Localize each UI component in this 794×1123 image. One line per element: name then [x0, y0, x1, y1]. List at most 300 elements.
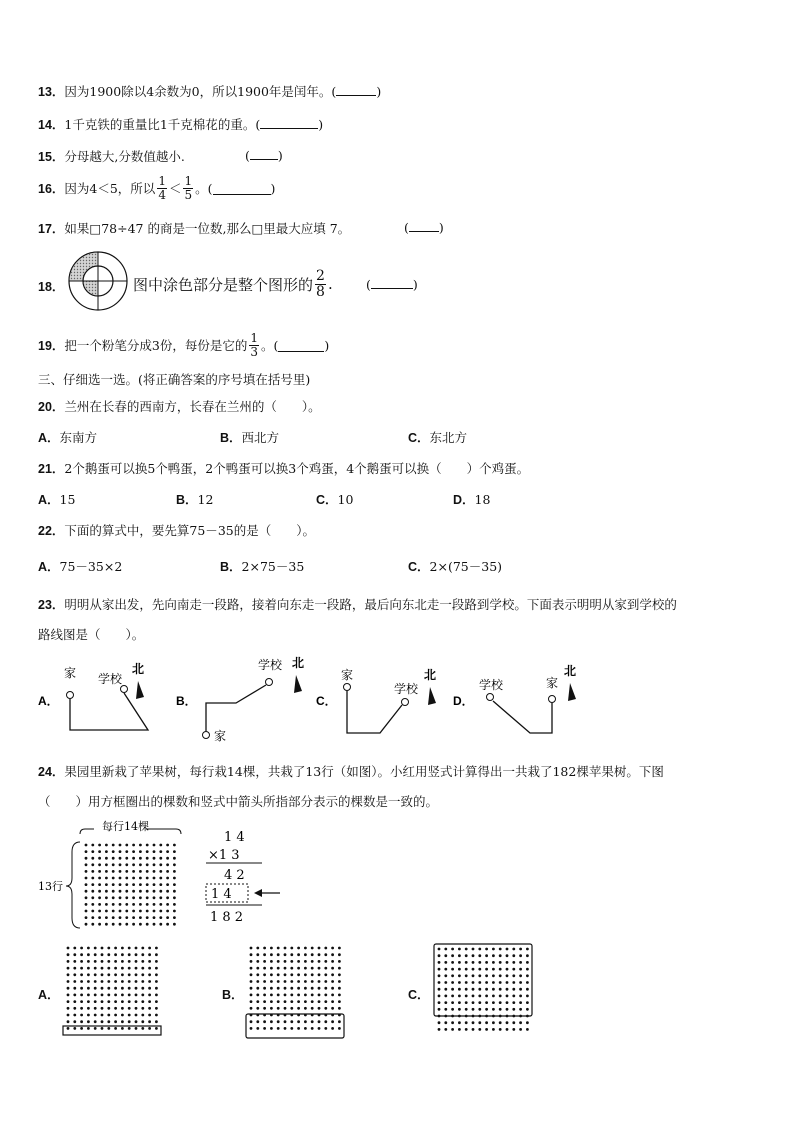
tree-dot	[297, 953, 300, 956]
option-c[interactable]: C．	[408, 988, 430, 1002]
tree-dot	[125, 910, 128, 913]
tree-dot	[297, 1020, 300, 1023]
tree-dot	[125, 923, 128, 926]
tree-dot	[465, 961, 468, 964]
tree-dot	[506, 995, 509, 998]
tree-dot	[112, 863, 115, 866]
tree-dot	[465, 954, 468, 957]
tree-dot	[438, 968, 441, 971]
tree-dot	[338, 1007, 341, 1010]
tree-dot	[451, 961, 454, 964]
school-label: 学校	[479, 678, 504, 692]
option-b[interactable]: B．	[222, 988, 244, 1002]
tree-dot	[166, 877, 169, 880]
tree-dot	[148, 994, 151, 997]
tree-dot	[105, 844, 108, 847]
tree-dot	[438, 974, 441, 977]
tree-dot	[159, 903, 162, 906]
tree-dot	[94, 1027, 97, 1030]
tree-dot	[98, 870, 101, 873]
tree-dot	[98, 896, 101, 899]
tree-dot	[73, 980, 76, 983]
tree-dot	[331, 1027, 334, 1030]
tree-dot	[311, 1007, 314, 1010]
tree-dot	[458, 988, 461, 991]
tree-dot	[101, 973, 104, 976]
option-b[interactable]: B．12	[176, 492, 214, 507]
tree-dot	[67, 953, 70, 956]
tree-dot	[125, 883, 128, 886]
option-d-label[interactable]: D．	[453, 694, 474, 708]
tree-dot	[284, 967, 287, 970]
tree-dot	[87, 1007, 90, 1010]
fraction: $\frac{1}{4}$	[158, 173, 166, 202]
tree-dot	[107, 1007, 110, 1010]
tree-dot	[338, 980, 341, 983]
tree-dot	[80, 960, 83, 963]
tree-dot	[166, 883, 169, 886]
tree-dot	[526, 988, 529, 991]
option-a[interactable]: A．	[38, 988, 60, 1002]
tree-dot	[80, 953, 83, 956]
option-c[interactable]: C．2×(75－35)	[408, 559, 503, 574]
option-a[interactable]: A．15	[38, 492, 76, 507]
tree-dot	[125, 850, 128, 853]
tree-dot	[87, 1014, 90, 1017]
tree-dot	[338, 973, 341, 976]
tree-dot	[277, 1000, 280, 1003]
tree-dot	[250, 1007, 253, 1010]
tree-dot	[141, 980, 144, 983]
tree-dot	[304, 967, 307, 970]
tree-dot	[338, 960, 341, 963]
tree-dot	[85, 870, 88, 873]
tree-dot	[472, 954, 475, 957]
option-c-label[interactable]: C．	[316, 694, 337, 708]
tree-dot	[444, 988, 447, 991]
tree-dot	[98, 916, 101, 919]
option-d[interactable]: D．18	[453, 492, 491, 507]
tree-dot	[444, 1001, 447, 1004]
tree-dot	[492, 1028, 495, 1031]
tree-dot	[107, 973, 110, 976]
tree-dot	[458, 1008, 461, 1011]
tree-dot	[148, 987, 151, 990]
tree-dot	[128, 1000, 131, 1003]
tree-dot	[290, 967, 293, 970]
tree-dot	[173, 923, 176, 926]
tree-dot	[506, 948, 509, 951]
tree-dot	[444, 1021, 447, 1024]
tree-dot	[311, 994, 314, 997]
tree-dot	[256, 953, 259, 956]
tree-dot	[304, 973, 307, 976]
tree-dot	[270, 1007, 273, 1010]
orchard-figure	[34, 818, 294, 934]
tree-dot	[153, 857, 156, 860]
tree-dot	[148, 947, 151, 950]
tree-dot	[451, 968, 454, 971]
fraction: $\frac{1}{3}$	[250, 330, 259, 359]
tree-dot	[101, 1014, 104, 1017]
tree-dot	[499, 1028, 502, 1031]
option-a[interactable]: A．75－35×2	[38, 559, 123, 574]
option-c[interactable]: C．10	[316, 492, 354, 507]
tree-dot	[135, 1000, 138, 1003]
tree-dot	[107, 1000, 110, 1003]
home-label: 家	[64, 666, 77, 680]
tree-dot	[159, 863, 162, 866]
tree-dot	[331, 973, 334, 976]
tree-dot	[146, 877, 149, 880]
tree-dot	[73, 960, 76, 963]
tree-dot	[526, 995, 529, 998]
tree-dot	[98, 903, 101, 906]
tree-dot	[101, 947, 104, 950]
tree-dot	[284, 1020, 287, 1023]
tree-dot	[277, 1007, 280, 1010]
tree-dot	[492, 968, 495, 971]
question-number: 14．	[38, 118, 65, 132]
tree-dot	[155, 1020, 158, 1023]
tree-dot	[166, 896, 169, 899]
school-label: 学校	[98, 672, 123, 686]
tree-dot	[73, 947, 76, 950]
tree-dot	[107, 947, 110, 950]
tree-dot	[80, 980, 83, 983]
tree-dot	[492, 988, 495, 991]
tree-dot	[290, 1020, 293, 1023]
tree-dot	[451, 981, 454, 984]
answer-slot-15: ( )	[245, 148, 283, 163]
tree-dot	[250, 980, 253, 983]
tree-dot	[444, 961, 447, 964]
tree-dot	[526, 954, 529, 957]
tree-dot	[173, 910, 176, 913]
tree-dot	[492, 961, 495, 964]
tree-dot	[155, 980, 158, 983]
tree-dot	[94, 1020, 97, 1023]
tree-dot	[98, 844, 101, 847]
tree-dot	[146, 903, 149, 906]
tree-dot	[478, 1008, 481, 1011]
tree-dot	[94, 987, 97, 990]
tree-dot	[80, 947, 83, 950]
tree-dot	[85, 896, 88, 899]
tree-dot	[506, 1001, 509, 1004]
tree-dot	[98, 910, 101, 913]
tree-dot	[438, 948, 441, 951]
tree-dot	[135, 994, 138, 997]
highlight-box	[63, 1026, 161, 1035]
tree-dot	[277, 953, 280, 956]
tree-dot	[519, 961, 522, 964]
tree-dot	[256, 980, 259, 983]
tree-dot	[438, 1028, 441, 1031]
tree-dot	[139, 903, 142, 906]
tree-dot	[256, 960, 259, 963]
tree-dot	[304, 960, 307, 963]
tree-dot	[101, 967, 104, 970]
tree-dot	[444, 948, 447, 951]
tree-dot	[87, 1027, 90, 1030]
tree-dot	[119, 870, 122, 873]
tree-dot	[256, 1007, 259, 1010]
tree-dot	[451, 988, 454, 991]
tree-dot	[492, 981, 495, 984]
option-b[interactable]: B．2×75－35	[220, 559, 305, 574]
tree-dot	[284, 987, 287, 990]
tree-dot	[155, 967, 158, 970]
tree-dot	[132, 863, 135, 866]
tree-dot	[173, 916, 176, 919]
school-label: 学校	[394, 682, 419, 696]
answer-slot-17: ( )	[404, 220, 444, 235]
option-a-label[interactable]: A．	[38, 694, 59, 708]
tree-dot	[87, 994, 90, 997]
question-text: 下面的算式中，要先算75－35的是（ ）。	[64, 523, 315, 538]
tree-dot	[499, 948, 502, 951]
tree-dot	[270, 967, 273, 970]
tree-dot	[499, 954, 502, 957]
tree-dot	[277, 980, 280, 983]
tree-dot	[290, 953, 293, 956]
question-19: 19． 把一个粉笔分成3份，每份是它的 $\frac{1}{3}$ 。( )	[38, 330, 330, 359]
tree-dot	[132, 850, 135, 853]
tree-dot	[125, 903, 128, 906]
tree-dot	[153, 916, 156, 919]
tree-dot	[87, 947, 90, 950]
tree-dot	[121, 967, 124, 970]
tree-dot	[148, 1014, 151, 1017]
tree-dot	[499, 1001, 502, 1004]
tree-dot	[318, 1007, 321, 1010]
tree-dot	[91, 857, 94, 860]
tree-dot	[155, 987, 158, 990]
tree-dot	[465, 1001, 468, 1004]
answer-blank[interactable]	[213, 182, 271, 195]
tree-dot	[135, 1007, 138, 1010]
tree-dot	[80, 1014, 83, 1017]
tree-dot	[472, 1028, 475, 1031]
question-number: 13．	[38, 85, 65, 99]
tree-dot	[114, 1007, 117, 1010]
tree-dot	[135, 947, 138, 950]
tree-dot	[297, 1007, 300, 1010]
tree-dot	[101, 953, 104, 956]
tree-dot	[98, 923, 101, 926]
answer-blank[interactable]	[336, 83, 376, 96]
tree-dot	[250, 1000, 253, 1003]
tree-dot	[478, 1001, 481, 1004]
tree-dot	[478, 1028, 481, 1031]
tree-dot	[438, 1021, 441, 1024]
answer-blank[interactable]	[278, 339, 324, 352]
tree-dot	[73, 1000, 76, 1003]
tree-dot	[166, 923, 169, 926]
tree-dot	[67, 967, 70, 970]
tree-dot	[526, 968, 529, 971]
tree-dot	[485, 1008, 488, 1011]
tree-dot	[290, 973, 293, 976]
tree-dot	[512, 1021, 515, 1024]
tree-dot	[324, 987, 327, 990]
tree-dot	[338, 1020, 341, 1023]
tree-dot	[146, 870, 149, 873]
question-20	[38, 397, 321, 415]
tree-dot	[318, 980, 321, 983]
tree-dot	[506, 988, 509, 991]
question-number: 21．	[38, 462, 65, 476]
question-17	[38, 219, 350, 237]
option-a[interactable]: A．东南方	[38, 430, 98, 445]
tree-dot	[148, 967, 151, 970]
tree-dot	[159, 870, 162, 873]
tree-dot	[519, 954, 522, 957]
tree-dot	[465, 995, 468, 998]
tree-dot	[132, 910, 135, 913]
tree-dot	[135, 987, 138, 990]
tree-dot	[141, 967, 144, 970]
tree-dot	[451, 995, 454, 998]
tree-dot	[85, 910, 88, 913]
option-b-label[interactable]: B．	[176, 694, 197, 708]
tree-dot	[141, 994, 144, 997]
tree-dot	[499, 1021, 502, 1024]
tree-dot	[128, 980, 131, 983]
tree-dot	[297, 1027, 300, 1030]
tree-dot	[105, 903, 108, 906]
question-15	[38, 147, 185, 165]
tree-dot	[132, 903, 135, 906]
tree-dot	[114, 1027, 117, 1030]
tree-dot	[284, 947, 287, 950]
tree-dot	[166, 870, 169, 873]
tree-dot	[338, 1000, 341, 1003]
tree-dot	[98, 857, 101, 860]
tree-dot	[112, 916, 115, 919]
tree-dot	[304, 987, 307, 990]
tree-dot	[141, 973, 144, 976]
tree-dot	[87, 987, 90, 990]
tree-dot	[290, 1000, 293, 1003]
fraction: $\frac{2}{8}$	[316, 267, 325, 300]
tree-dot	[519, 1021, 522, 1024]
tree-dot	[67, 1014, 70, 1017]
tree-dot	[304, 1020, 307, 1023]
tree-dot	[250, 947, 253, 950]
tree-dot	[478, 961, 481, 964]
tree-dot	[458, 954, 461, 957]
tree-dot	[256, 994, 259, 997]
tree-dot	[85, 890, 88, 893]
tree-dot	[444, 981, 447, 984]
tree-dot	[256, 967, 259, 970]
tree-dot	[499, 988, 502, 991]
answer-blank[interactable]	[260, 116, 318, 129]
tree-dot	[485, 968, 488, 971]
tree-dot	[135, 973, 138, 976]
tree-dot	[324, 980, 327, 983]
tree-dot	[125, 857, 128, 860]
tree-dot	[101, 987, 104, 990]
tree-dot	[485, 1021, 488, 1024]
tree-dot	[73, 973, 76, 976]
tree-dot-grid	[85, 844, 176, 926]
tree-dot	[297, 947, 300, 950]
tree-dot	[472, 1001, 475, 1004]
question-text: 果园里新栽了苹果树，每行栽14棵，共栽了13行（如图）。小红用竖式计算得出一共栽了182棵苹果树。下图	[64, 764, 664, 779]
tree-dot	[101, 994, 104, 997]
tree-dot	[128, 953, 131, 956]
tree-dot	[331, 980, 334, 983]
tree-dot	[128, 973, 131, 976]
arrow-left-icon	[254, 889, 262, 897]
answer-blank[interactable]	[371, 276, 413, 289]
tree-dot	[338, 994, 341, 997]
answer-blank[interactable]	[409, 219, 439, 232]
tree-dot	[526, 961, 529, 964]
answer-blank[interactable]	[250, 147, 278, 160]
highlight-box	[434, 944, 532, 1016]
calc-multiplicand: 1 4	[224, 830, 245, 845]
tree-dot	[311, 1020, 314, 1023]
tree-dot	[506, 1008, 509, 1011]
tree-dot	[506, 1028, 509, 1031]
tree-dot	[148, 980, 151, 983]
tree-dot	[114, 1014, 117, 1017]
tree-dot	[101, 960, 104, 963]
tree-dot	[112, 870, 115, 873]
tree-dot	[304, 947, 307, 950]
tree-dot	[146, 923, 149, 926]
tree-dot	[139, 863, 142, 866]
option-c[interactable]: C．东北方	[408, 430, 468, 445]
shaded-circle-figure	[64, 250, 132, 312]
tree-dot	[472, 974, 475, 977]
tree-dot	[107, 994, 110, 997]
tree-dot	[311, 947, 314, 950]
tree-dot	[107, 1027, 110, 1030]
tree-dot	[114, 973, 117, 976]
tree-dot	[519, 995, 522, 998]
tree-dot	[132, 883, 135, 886]
tree-dot	[98, 890, 101, 893]
tree-dot	[465, 988, 468, 991]
tree-dot	[94, 980, 97, 983]
tree-dot	[458, 961, 461, 964]
tree-dot	[107, 967, 110, 970]
tree-dot	[155, 1007, 158, 1010]
tree-dot	[173, 863, 176, 866]
tree-dot	[499, 995, 502, 998]
tree-dot	[512, 1001, 515, 1004]
tree-dot	[91, 883, 94, 886]
tree-dot	[119, 850, 122, 853]
tree-dot	[87, 980, 90, 983]
tree-dot	[141, 987, 144, 990]
tree-dot	[458, 981, 461, 984]
north-arrow-icon	[568, 683, 576, 701]
option-b[interactable]: B．西北方	[220, 430, 280, 445]
tree-dot	[159, 857, 162, 860]
tree-dot	[67, 980, 70, 983]
tree-dot	[148, 1007, 151, 1010]
tree-dot	[166, 903, 169, 906]
tree-dot	[153, 850, 156, 853]
tree-dot	[492, 1001, 495, 1004]
tree-dot	[146, 883, 149, 886]
